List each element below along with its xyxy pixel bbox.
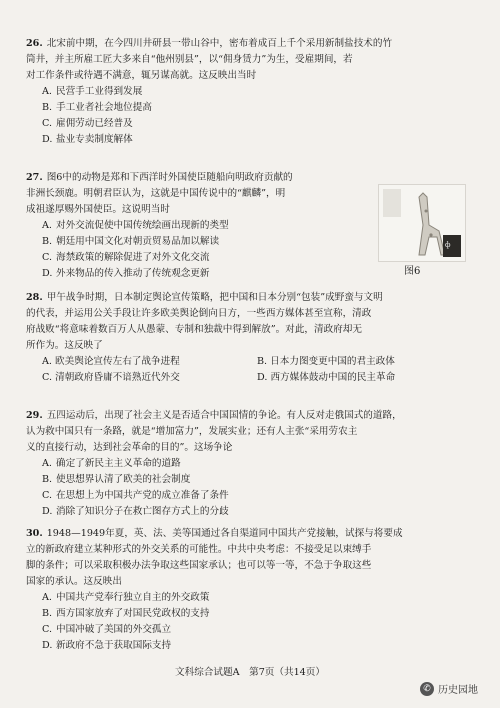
option-a: A. 民营手工业得到发展 <box>42 86 143 97</box>
question-30 <box>26 526 472 654</box>
option-a: A. 对外交流促使中国传统绘画出现新的类型 <box>42 220 229 231</box>
question-number: 28. <box>26 292 43 303</box>
question-stem-line: 所作为。这反映了 <box>26 340 103 351</box>
option-b: B. 西方国家放弃了对国民党政权的支持 <box>42 608 210 619</box>
option-a: A. 确定了新民主主义革命的道路 <box>42 458 181 469</box>
option-c: C. 雇佣劳动已经普及 <box>42 118 133 129</box>
question-28 <box>26 290 472 386</box>
option-d: D. 外来物品的传入推动了传统观念更新 <box>42 268 210 279</box>
option-c: C. 海禁政策的解除促进了对外文化交流 <box>42 252 210 263</box>
watermark <box>420 681 478 696</box>
question-stem-line: 甲午战争时期，日本制定舆论宣传策略，把中国和日本分别“包装”成野蛮与文明 <box>46 292 383 303</box>
question-stem-line: 五四运动后，出现了社会主义是否适合中国国情的争论。有人反对走俄国式的道路， <box>46 410 402 421</box>
figure-caption: 图6 <box>404 266 421 277</box>
question-stem-line: 成祖遂厚赐外国使臣。这说明当时 <box>26 204 170 215</box>
question-stem-line: 非洲长颈鹿。明朝君臣认为，这就是中国传说中的“麒麟”，明 <box>26 188 286 199</box>
question-stem-line: 的代表，并运用公关手段让许多欧美舆论倒向日方，一些西方媒体甚至宣称，清政 <box>26 308 372 319</box>
option-c: C. 清朝政府昏庸不谙熟近代外交 <box>42 372 180 383</box>
question-stem-line: 国家的承认。这反映出 <box>26 576 122 587</box>
option-b: B. 使思想界认清了欧美的社会制度 <box>42 474 191 485</box>
question-stem-line: 对工作条件或待遇不满意，辄另谋高就。这反映出当时 <box>26 70 257 81</box>
option-d: D. 新政府不急于获取国际支持 <box>42 640 172 651</box>
question-stem-line: 府战败“将意味着数百万人从愚蒙、专制和独裁中得到解放”。对此，清政府却无 <box>26 324 362 335</box>
question-stem-line: 筒井，并主所雇工匠大多来自“他州别县”，以“佣身赁力”为生，受雇期间，若 <box>26 54 353 65</box>
question-number: 27. <box>26 172 43 183</box>
option-c: C. 中国冲破了美国的外交孤立 <box>42 624 172 635</box>
giraffe-painting-image <box>379 185 465 261</box>
question-number: 29. <box>26 410 43 421</box>
page-footer: 文科综合试题A 第7页（共14页） <box>175 667 325 678</box>
question-stem-line: 图6中的动物是郑和下西洋时外国使臣随船向明政府贡献的 <box>46 172 293 183</box>
question-27 <box>26 170 376 282</box>
option-b: B. 朝廷用中国文化对朝贡贸易品加以解读 <box>42 236 220 247</box>
figure-6-painting <box>378 184 466 262</box>
question-26 <box>26 36 472 148</box>
option-d: D. 盐业专卖制度解体 <box>42 134 133 145</box>
option-c: C. 在思想上为中国共产党的成立准备了条件 <box>42 490 229 501</box>
question-stem-line: 认为救中国只有一条路，就是“增加富力”，发展实业；还有人主张“采用劳农主 <box>26 426 358 437</box>
option-b: B. 日本力图变更中国的君主政体 <box>257 356 395 367</box>
question-number: 26. <box>26 38 43 49</box>
question-stem-line: 义的直接行动，达到社会革命的目的”。这场争论 <box>26 442 233 453</box>
option-a: A. 欧美舆论宣传左右了战争进程 <box>42 356 180 367</box>
option-d: D. 消除了知识分子在救亡图存方式上的分歧 <box>42 506 229 517</box>
question-number: 30. <box>26 528 43 539</box>
watermark-text: 历史园地 <box>438 685 478 696</box>
question-stem-line: 脚的条件；可以采取积极办法争取这些国家承认；也可以等一等，不急于争取这些 <box>26 560 372 571</box>
svg-text:ф: ф <box>445 241 451 249</box>
question-29 <box>26 408 472 520</box>
question-stem-line: 立的新政府建立某种形式的外交关系的可能性。中共中央考虑：不接受足以束缚手 <box>26 544 372 555</box>
question-stem-line: 北宋前中期，在今四川井研县一带山谷中，密布着成百上千个采用新制盐技术的竹 <box>46 38 393 49</box>
option-b: B. 手工业者社会地位提高 <box>42 102 152 113</box>
option-d: D. 西方媒体鼓动中国的民主革命 <box>257 372 396 383</box>
wechat-icon: ✆ <box>420 682 434 696</box>
option-a: A. 中国共产党奉行独立自主的外交政策 <box>42 592 210 603</box>
question-stem-line: 1948—1949年夏，英、法、美等国通过各自渠道同中国共产党接触，试探与将要成 <box>46 528 403 539</box>
